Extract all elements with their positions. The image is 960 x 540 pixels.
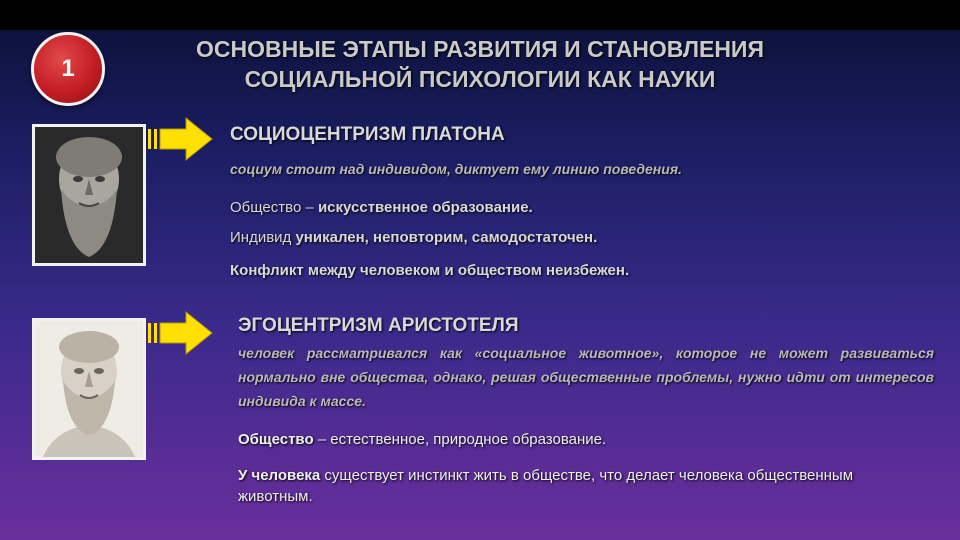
plato-heading: СОЦИОЦЕНТРИЗМ ПЛАТОНА xyxy=(230,124,505,145)
slide-number-badge xyxy=(31,32,105,106)
aristotle-line-1 xyxy=(238,429,918,450)
plato-line-2-lead: Индивид xyxy=(230,229,292,246)
slide-number: 1 xyxy=(61,55,75,82)
right-arrow-icon xyxy=(146,116,214,162)
aristotle-line-1-rest: – естественное, природное образование. xyxy=(313,431,607,448)
plato-line-3: Конфликт между человеком и обществом неизбежен. xyxy=(230,262,630,279)
title-line-1: ОСНОВНЫЕ ЭТАПЫ РАЗВИТИЯ И СТАНОВЛЕНИЯ xyxy=(195,36,764,62)
title-line-2: СОЦИАЛЬНОЙ ПСИХОЛОГИИ КАК НАУКИ xyxy=(244,66,716,92)
aristotle-subtitle: человек рассматривался как «социальное животное», которое не может развиваться нормально вне общества, однако, решая общественные проблемы, нужно идти от интересов индивида к массе. xyxy=(238,345,934,409)
aristotle-line-2-rest: существует инстинкт жить в обществе, что делает человека общественным животным. xyxy=(238,467,854,505)
aristotle-line-2 xyxy=(238,465,918,507)
page-title xyxy=(150,34,810,94)
plato-bust xyxy=(35,127,143,263)
plato-line-2-rest: уникален, неповторим, самодостаточен. xyxy=(291,229,598,246)
plato-subtitle: социум стоит над индивидом, диктует ему линию поведения. xyxy=(230,161,682,177)
top-band xyxy=(0,0,960,30)
aristotle-line-1-lead: Общество xyxy=(238,431,314,448)
aristotle-portrait xyxy=(32,318,146,460)
aristotle-line-2-lead: У человека xyxy=(238,467,321,484)
plato-line-1-lead: Общество – xyxy=(230,199,314,216)
plato-line-1 xyxy=(230,199,533,216)
plato-line-2 xyxy=(230,229,597,246)
aristotle-bust xyxy=(35,321,143,457)
plato-line-1-rest: искусственное образование. xyxy=(313,199,533,216)
right-arrow-icon xyxy=(146,310,214,356)
plato-portrait xyxy=(32,124,146,266)
aristotle-heading: ЭГОЦЕНТРИЗМ АРИСТОТЕЛЯ xyxy=(238,315,519,336)
